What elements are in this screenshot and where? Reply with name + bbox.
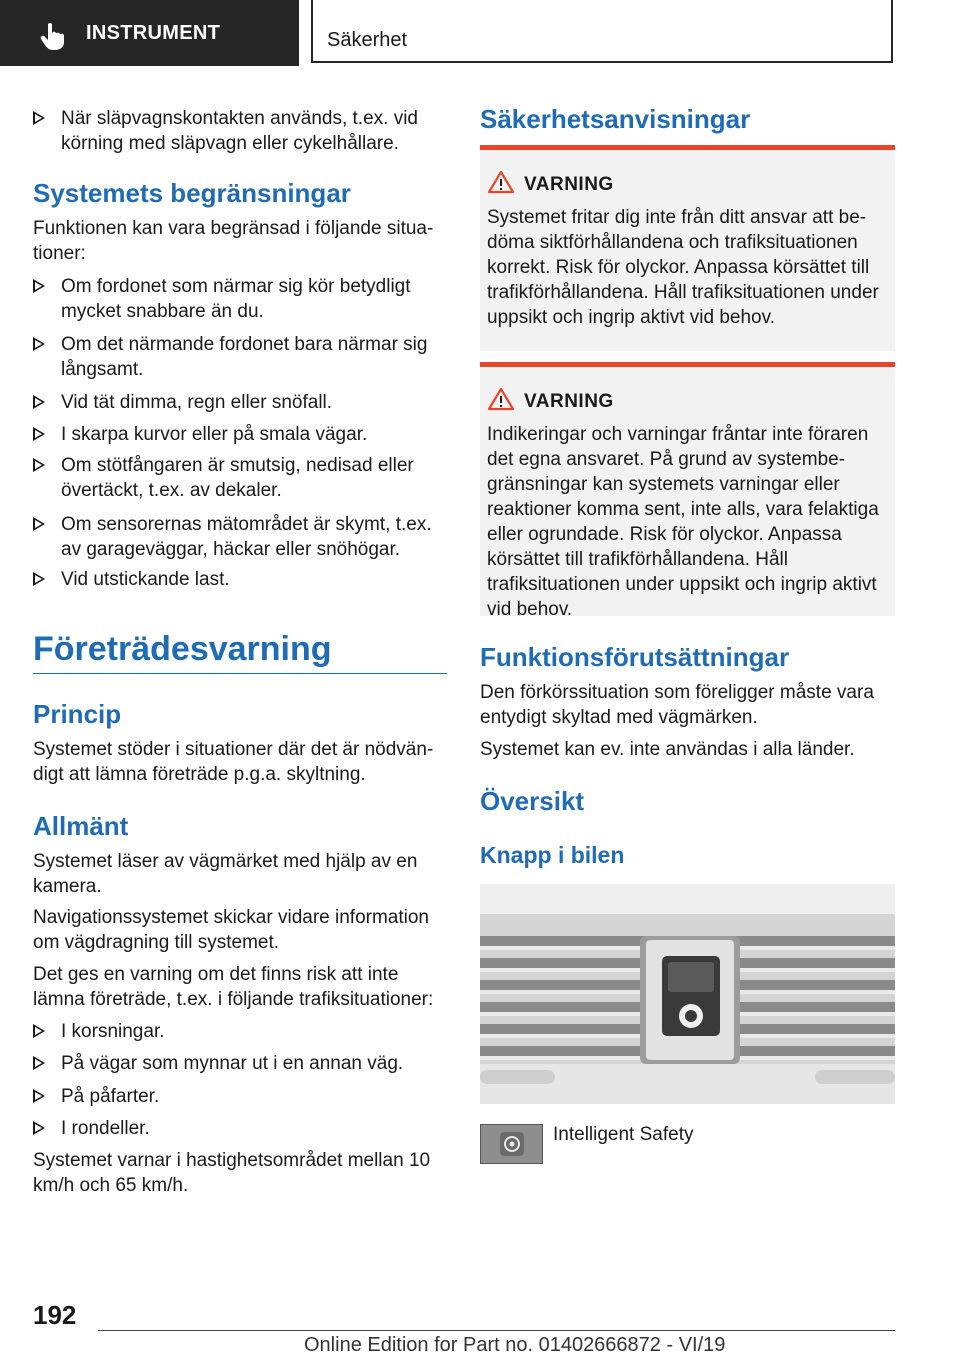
triangle-bullet-icon (33, 1089, 45, 1103)
list-item: När släpvagnskontakten används, t.ex. vid körning med släpvagn eller cykelhållare. (33, 106, 447, 156)
intelligent-safety-button-icon (480, 1124, 543, 1164)
principle-text: Systemet stöder i situationer där det är nödvändigt att lämna företräde p.g.a. skyltning. (33, 739, 434, 785)
triangle-bullet-icon (33, 1024, 45, 1038)
air-vent-illustration (480, 884, 895, 1104)
triangle-bullet-icon (33, 279, 45, 293)
hand-pointer-icon (40, 22, 66, 50)
triangle-bullet-icon (33, 1056, 45, 1070)
footer-rule (98, 1330, 895, 1331)
heading-rule (33, 673, 447, 674)
general-paragraph: Navigationssystemet skickar vidare information om vägdragning till systemet. (33, 907, 429, 953)
general-heading: Allmänt (33, 811, 129, 841)
limits-text: Funktionen kan vara begränsad i följande situationer: (33, 218, 434, 264)
page-header (0, 0, 960, 66)
triangle-bullet-icon (33, 111, 45, 125)
button-heading: Knapp i bilen (480, 842, 625, 868)
chapter-label: INSTRUMENT (86, 22, 221, 44)
main-heading: Företrädesvarning (33, 630, 332, 668)
chapter-tab[interactable] (0, 0, 299, 66)
warning-text: Indikeringar och varningar fråntar inte föraren det egna ansvaret. På grund av systembegränsningar kan systemets varningar eller reaktioner komma sent, inte alls, vara felaktiga eller ogrundade. Risk för olyckor. Anpassa körsättet till trafikförhållandena. Håll trafiksituationen under uppsikt och ingrip aktivt vid behov. (487, 424, 879, 620)
speed-text: Systemet varnar i hastighetsområdet mellan 10 km/h och 65 km/h. (33, 1150, 431, 1196)
requirements-heading: Funktionsförutsättningar (480, 642, 790, 672)
limits-heading: Systemets begränsningar (33, 178, 351, 208)
triangle-bullet-icon (33, 337, 45, 351)
button-caption: Intelligent Safety (553, 1124, 694, 1145)
section-tab (311, 0, 893, 63)
triangle-bullet-icon (33, 517, 45, 531)
warning-text: Systemet fritar dig inte från ditt ansvar att bedöma siktförhållandena och trafiksituationen korrekt. Risk för olyckor. Anpassa körsättet till trafikförhållandena. Håll trafiksituationen under uppsikt och ingrip aktivt vid behov. (487, 207, 879, 328)
requirements-text: Den förkörssituation som föreligger måste vara entydigt skyltad med vägmärken. (480, 682, 874, 728)
safety-heading: Säkerhetsanvisningar (480, 104, 751, 134)
general-paragraph: Det ges en varning om det finns risk att inte lämna företräde, t.ex. i följande trafiksituationer: (33, 964, 434, 1010)
warning-label: VARNING (524, 391, 614, 412)
triangle-bullet-icon (33, 572, 45, 586)
requirements-text: Systemet kan ev. inte användas i alla länder. (480, 739, 855, 760)
warning-triangle-icon (487, 387, 515, 411)
principle-heading: Princip (33, 699, 122, 729)
page-number: 192 (33, 1300, 77, 1330)
section-label: Säkerhet (327, 29, 408, 51)
triangle-bullet-icon (33, 395, 45, 409)
warning-label: VARNING (524, 174, 614, 195)
warning-box (480, 362, 895, 620)
triangle-bullet-icon (33, 427, 45, 441)
car-button-photo (480, 884, 895, 1104)
triangle-bullet-icon (33, 1121, 45, 1135)
warning-box (480, 145, 895, 351)
warning-triangle-icon (487, 170, 515, 194)
triangle-bullet-icon (33, 458, 45, 472)
general-paragraph: Systemet läser av vägmärket med hjälp av en kamera. (33, 851, 418, 897)
overview-heading: Översikt (480, 786, 585, 816)
footer-edition: Online Edition for Part no. 01402666872 - VI/19 (304, 1334, 726, 1356)
